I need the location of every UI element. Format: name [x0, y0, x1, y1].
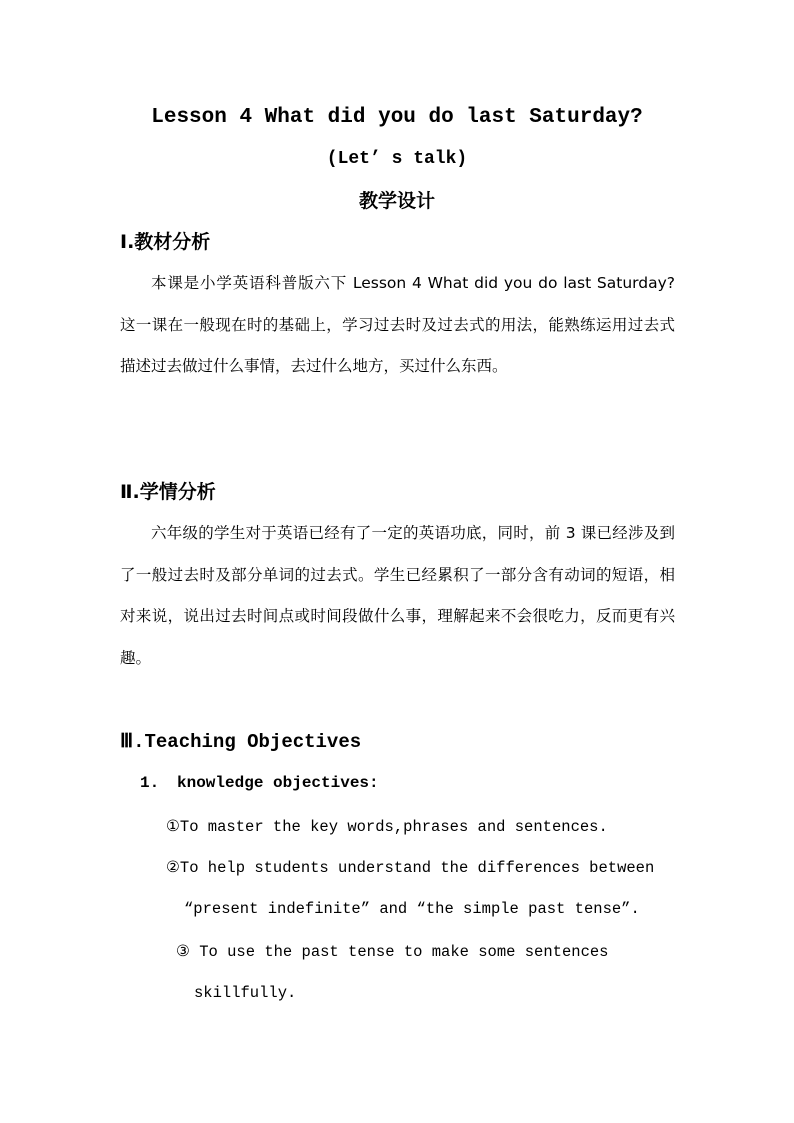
objective-item-3	[176, 939, 608, 964]
objective-item-1-text: To master the key words,phrases and sentences.	[179, 818, 608, 836]
section-heading-teaching-objectives: Ⅲ.Teaching Objectives	[120, 731, 362, 753]
objective-item-3-continuation: skillfully.	[194, 984, 297, 1002]
circled-number-1: ①	[166, 817, 180, 835]
objective-item-2	[166, 855, 654, 880]
objective-item-3-line1: To use the past tense to make some sentences	[189, 943, 609, 961]
section-paragraph-material-analysis: 本课是小学英语科普版六下 Lesson 4 What did you do last Saturday? 这一课在一般现在时的基础上，学习过去时及过去式的用法，能熟练运用过去式描述过去做过什么事情，去过什么地方，买过什么东西。	[120, 274, 675, 375]
objective-item-2-line1: To help students understand the differences between	[179, 859, 655, 877]
section-paragraph-student-analysis: 六年级的学生对于英语已经有了一定的英语功底，同时，前 3 课已经涉及到了一般过去时及部分单词的过去式。学生已经累积了一部分含有动词的短语，相对来说，说出过去时间点或时间段做什么事，理解起来不会很吃力，反而更有兴趣。	[120, 524, 675, 667]
document-subtitle: (Let’ s talk)	[326, 149, 468, 169]
circled-number-2: ②	[166, 858, 180, 876]
objective-number: 1.	[140, 774, 160, 792]
circled-number-3: ③	[176, 942, 190, 960]
section-heading-student-analysis: Ⅱ.学情分析	[120, 481, 216, 503]
objective-title: knowledge objectives:	[177, 774, 379, 792]
section-heading-material-analysis: Ⅰ.教材分析	[120, 231, 211, 253]
objective-item-2-continuation: “present indefinite” and “the simple past tense”.	[184, 900, 640, 918]
document-title: Lesson 4 What did you do last Saturday?	[151, 106, 643, 129]
objective-item-1	[166, 814, 608, 839]
teaching-design-label: 教学设计	[358, 190, 435, 212]
